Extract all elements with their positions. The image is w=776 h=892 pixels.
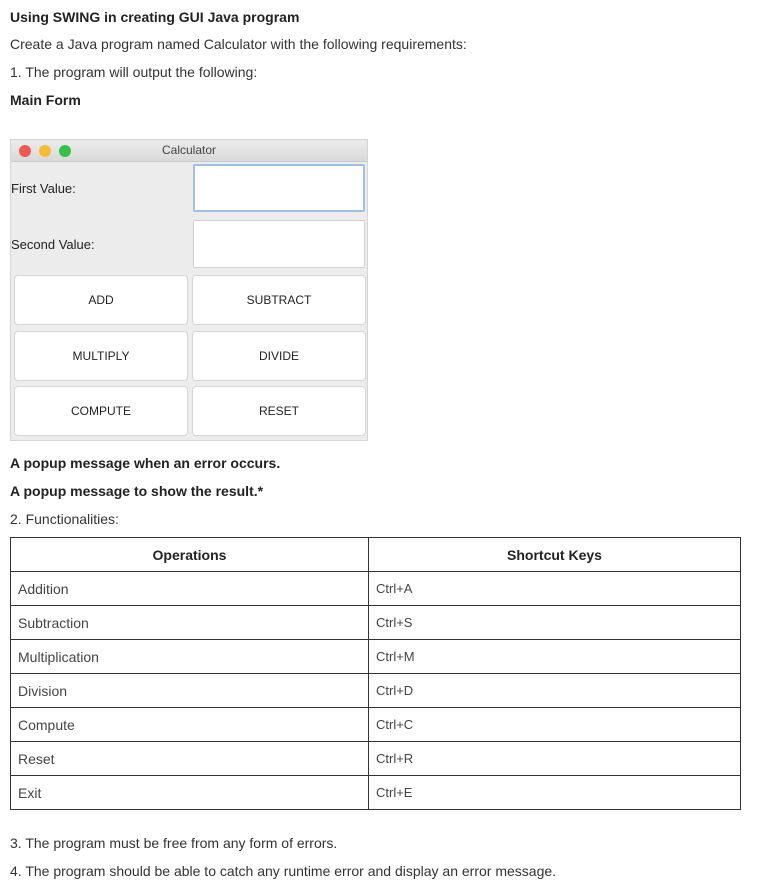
shortcut-cell: Ctrl+A [369,572,741,606]
second-value-label: Second Value: [11,237,95,252]
header-operations: Operations [11,538,369,572]
main-form-label: Main Form [10,92,81,108]
requirement-3: 3. The program must be free from any form of errors. [10,835,338,851]
document-heading: Using SWING in creating GUI Java program [10,9,300,25]
requirement-2: 2. Functionalities: [10,511,119,527]
header-shortcut-keys: Shortcut Keys [369,538,741,572]
popup-result-note: A popup message to show the result.* [10,483,264,499]
table-row [11,708,741,742]
operation-cell: Multiplication [11,640,369,674]
popup-error-note: A popup message when an error occurs. [10,455,281,471]
compute-button[interactable]: COMPUTE [14,386,188,436]
table-row [11,640,741,674]
table-header-row [11,538,741,572]
subtract-button[interactable]: SUBTRACT [192,275,366,325]
multiply-button[interactable]: MULTIPLY [14,331,188,381]
shortcut-cell: Ctrl+S [369,606,741,640]
second-value-field[interactable] [193,220,365,268]
operation-cell: Addition [11,572,369,606]
intro-text: Create a Java program named Calculator with the following requirements: [10,36,467,52]
operation-cell: Subtraction [11,606,369,640]
add-button[interactable]: ADD [14,275,188,325]
table-row [11,606,741,640]
table-row [11,674,741,708]
table-row [11,742,741,776]
first-value-label: First Value: [11,181,76,196]
operation-cell: Compute [11,708,369,742]
window-title: Calculator [161,143,217,157]
first-value-field[interactable] [193,164,365,212]
shortcut-cell: Ctrl+E [369,776,741,810]
functionalities-table [10,537,741,810]
shortcut-cell: Ctrl+C [369,708,741,742]
reset-button[interactable]: RESET [192,386,366,436]
shortcut-cell: Ctrl+R [369,742,741,776]
shortcut-cell: Ctrl+D [369,674,741,708]
requirement-1: 1. The program will output the following: [10,64,258,80]
shortcut-cell: Ctrl+M [369,640,741,674]
operation-cell: Reset [11,742,369,776]
calculator-window [10,139,368,441]
table-row [11,572,741,606]
operation-cell: Exit [11,776,369,810]
table-row [11,776,741,810]
divide-button[interactable]: DIVIDE [192,331,366,381]
window-titlebar [11,140,367,162]
operation-cell: Division [11,674,369,708]
requirement-4: 4. The program should be able to catch any runtime error and display an error message. [10,863,557,879]
